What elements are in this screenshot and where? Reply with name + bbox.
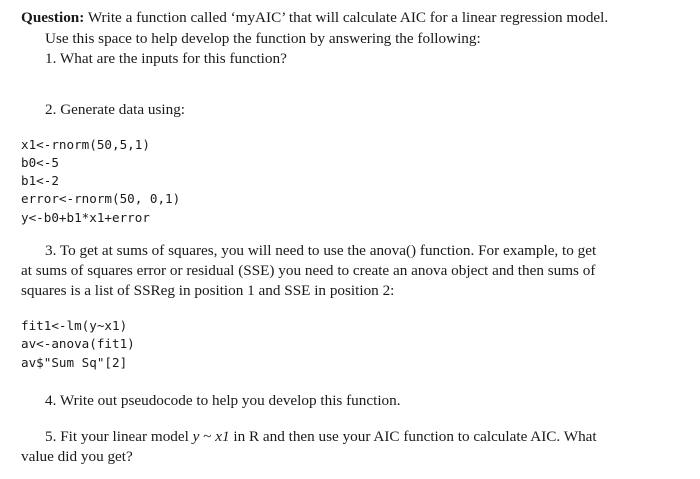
code-line: error<-rnorm(50, 0,1) — [21, 191, 181, 206]
item3-line: 3. To get at sums of squares, you will need to use the anova() function. For example, to get — [45, 242, 597, 259]
question-line — [21, 9, 608, 27]
item4-text: 4. Write out pseudocode to help you develop this function. — [45, 392, 401, 409]
math-y: y — [192, 428, 200, 445]
code-line: x1<-rnorm(50,5,1) — [21, 137, 150, 152]
item5-post: in R and then use your AIC function to calculate AIC. What — [233, 428, 597, 445]
item5-pre: 5. Fit your linear model — [45, 428, 189, 445]
code-line: b1<-2 — [21, 173, 59, 188]
math-tilde: ~ — [203, 428, 212, 445]
code-line: y<-b0+b1*x1+error — [21, 210, 150, 225]
item3-line: squares is a list of SSReg in position 1 and SSE in position 2: — [21, 282, 395, 299]
question-text: Write a function called ‘myAIC’ that will calculate AIC for a linear regression model. — [87, 9, 609, 26]
item1-text: 1. What are the inputs for this function? — [45, 50, 287, 67]
item2-text: 2. Generate data using: — [45, 101, 186, 118]
item5-line2: value did you get? — [21, 448, 133, 465]
code-line: b0<-5 — [21, 155, 59, 170]
code-line: av$"Sum Sq"[2] — [21, 355, 128, 370]
question-label: Question: — [21, 9, 85, 26]
item5-line — [45, 428, 597, 446]
item3-line: at sums of squares error or residual (SSE) you need to create an anova object and then sums of — [21, 262, 596, 279]
intro-text: Use this space to help develop the function by answering the following: — [45, 30, 481, 47]
math-x1: x1 — [215, 428, 230, 445]
code-line: fit1<-lm(y~x1) — [21, 318, 128, 333]
code-line: av<-anova(fit1) — [21, 336, 135, 351]
